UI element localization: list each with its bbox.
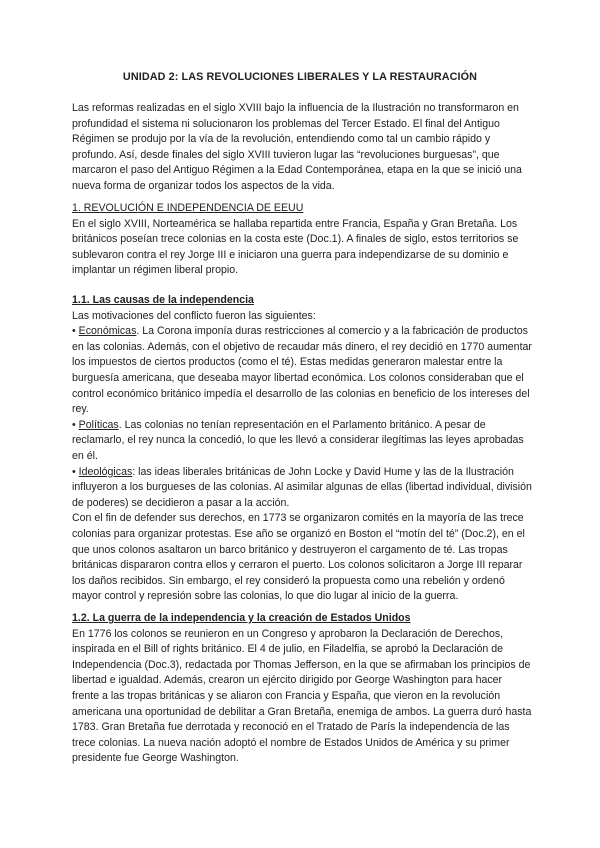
section-1-2 xyxy=(72,611,532,767)
cause-ideological xyxy=(72,465,532,512)
section-1 xyxy=(72,201,532,279)
page-title: UNIDAD 2: LAS REVOLUCIONES LIBERALES Y LA RESTAURACIÓN xyxy=(122,71,478,83)
cause-text: . La Corona imponía duras restricciones al comercio y a la fabricación de productos en las colonias. Además, con el objetivo de recaudar más dinero, el rey decidió en 1770 aumentar los impuestos de ciertos productos (como el té). Estas medidas generaron malestar entre la burguesía americana, que deseaba mayor libertad económica. Los colonos consideraban que el control económico británico impedía el desarrollo de las colonias en beneficio de los intereses del rey. xyxy=(72,325,532,416)
bullet: • xyxy=(72,325,76,338)
section-1-2-paragraph: En 1776 los colonos se reunieron en un Congreso y aprobaron la Declaración de Derechos, inspirada en el Bill of rights británico. El 4 de julio, en Filadelfia, se aprobó la Declaración de Independencia (Doc.3), redactada por Thomas Jefferson, en la que se afirmaban los principios de libertad e igualdad. Además, crearon un ejército dirigido por George Washington para hacer frente a las tropas británicas y se aliaron con Francia y España, que vieron en la revolución americana una oportunidad de debilitar a Gran Bretaña, enemiga de ambos. La guerra duró hasta 1783. Gran Bretaña fue derrotada y reconoció en el Tratado de París la independencia de las trece colonias. La nueva nación adoptó el nombre de Estados Unidos de América y su primer presidente fue George Washington. xyxy=(72,627,532,765)
section-1-1-lead: Las motivaciones del conflicto fueron las siguientes: xyxy=(72,309,316,322)
cause-label: Ideológicas xyxy=(78,465,133,478)
cause-label: Económicas xyxy=(78,325,137,338)
intro-paragraph: Las reformas realizadas en el siglo XVIII bajo la influencia de la Ilustración no transformaron en profundidad el sistema ni solucionaron los problemas del Tercer Estado. El final del Antiguo Régimen se produjo por la vía de la revolución, entendiendo como tal un cambio rápido y profundo. Así, desde finales del siglo XVIII tuvieron lugar las “revoluciones burguesas”, que marcaron el paso del Antiguo Régimen a la Edad Contemporánea, etapa en la que se inició una nueva forma de organizar todos los aspectos de la vida. xyxy=(72,102,522,192)
section-1-1-closing: Con el fin de defender sus derechos, en 1773 se organizaron comités en la mayoría de las trece colonias para organizar protestas. Ese año se organizó en Boston el “motín del té” (Doc.2), en el que unos colonos asaltaron un barco británico y destruyeron el cargamento de té. Las tropas británicas dispararon contra ellos y cerraron el puerto. Los colonos solicitaron a Jorge III reparar los daños recibidos. Sin embargo, el rey consideró la propuesta como una rebelión y ordenó mayor control y represión sobre las colonias, lo que dio lugar al inicio de la guerra. xyxy=(72,512,525,603)
cause-text: . Las colonias no tenían representación en el Parlamento británico. A pesar de reclamarlo, el rey nunca la concedió, lo que les llevó a considerar ilegítimas las leyes aprobadas en él. xyxy=(72,418,524,462)
section-1-heading: 1. REVOLUCIÓN E INDEPENDENCIA DE EEUU xyxy=(72,202,304,214)
bullet: • xyxy=(72,418,76,431)
cause-economic xyxy=(72,324,532,418)
cause-label: Políticas xyxy=(78,418,119,431)
section-1-2-heading: 1.2. La guerra de la independencia y la creación de Estados Unidos xyxy=(72,612,411,624)
cause-text: : las ideas liberales británicas de John Locke y David Hume y las de la Ilustración influyeron a los burgueses de las colonias. Al asimilar algunas de ellas (libertad individual, división de poderes) se decidieron a pasar a la acción. xyxy=(72,465,532,509)
section-1-paragraph: En el siglo XVIII, Norteamérica se hallaba repartida entre Francia, España y Gran Bretaña. Los británicos poseían trece colonias en la costa este (Doc.1). A finales de siglo, estos territorios se sublevaron contra el rey Jorge III e iniciaron una guerra para independizarse de su dominio e implantar un régimen liberal propio. xyxy=(72,217,519,277)
section-1-1 xyxy=(72,293,532,605)
cause-political xyxy=(72,418,532,465)
bullet: • xyxy=(72,465,76,478)
section-1-1-heading: 1.1. Las causas de la independencia xyxy=(72,294,254,306)
